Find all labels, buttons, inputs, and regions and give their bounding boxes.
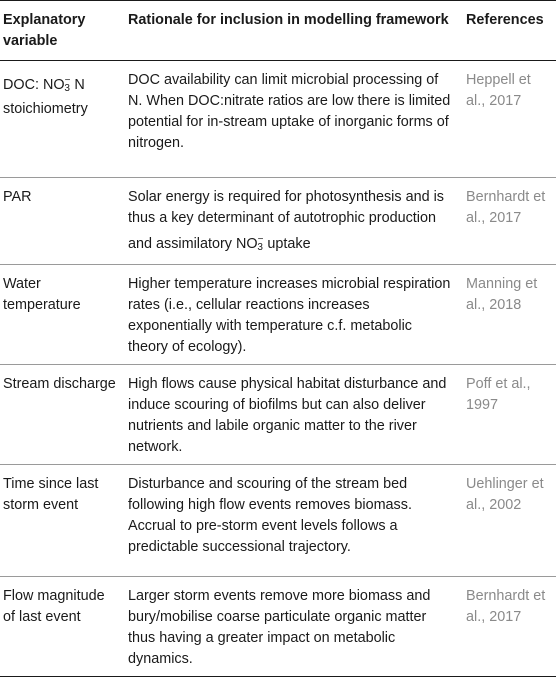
table-row	[0, 265, 556, 365]
variable-cell: Stream discharge	[0, 365, 122, 465]
reference-cell: Manning et al., 2018	[458, 265, 556, 365]
header-references: References	[458, 1, 556, 61]
table-row	[0, 178, 556, 265]
reference-cell: Poff et al., 1997	[458, 365, 556, 465]
header-rationale: Rationale for inclusion in modelling framework	[122, 1, 458, 61]
rationale-cell: Higher temperature increases microbial respiration rates (i.e., cellular reactions increases exponentially with temperature c.f. metabolic theory of ecology).	[122, 265, 458, 365]
header-explanatory-variable: Explanatory variable	[0, 1, 122, 61]
variable-cell: Flow magnitude of last event	[0, 577, 122, 677]
table-row	[0, 465, 556, 577]
reference-cell: Heppell et al., 2017	[458, 61, 556, 178]
reference-cell: Bernhardt et al., 2017	[458, 577, 556, 677]
variable-cell: DOC: NO−3 N stoichiometry	[0, 61, 122, 178]
rationale-cell: Solar energy is required for photosynthesis and is thus a key determinant of autotrophic production and assimilatory NO−3 uptake	[122, 178, 458, 265]
rationale-cell: Larger storm events remove more biomass and bury/mobilise coarse particulate organic matter thus having a greater impact on metabolic dynamics.	[122, 577, 458, 677]
rationale-cell: DOC availability can limit microbial processing of N. When DOC:nitrate ratios are low there is limited potential for in-stream uptake of inorganic forms of nitrogen.	[122, 61, 458, 178]
table-row	[0, 365, 556, 465]
reference-cell: Bernhardt et al., 2017	[458, 178, 556, 265]
table-header-row	[0, 1, 556, 61]
table-row	[0, 577, 556, 677]
variable-cell: PAR	[0, 178, 122, 265]
table-row	[0, 61, 556, 178]
variable-cell: Water temperature	[0, 265, 122, 365]
reference-cell: Uehlinger et al., 2002	[458, 465, 556, 577]
variable-cell: Time since last storm event	[0, 465, 122, 577]
rationale-cell: High flows cause physical habitat disturbance and induce scouring of biofilms but can also deliver nutrients and labile organic matter to the river network.	[122, 365, 458, 465]
rationale-cell: Disturbance and scouring of the stream bed following high flow events removes biomass. Accrual to pre-storm event levels follows a predictable successional trajectory.	[122, 465, 458, 577]
